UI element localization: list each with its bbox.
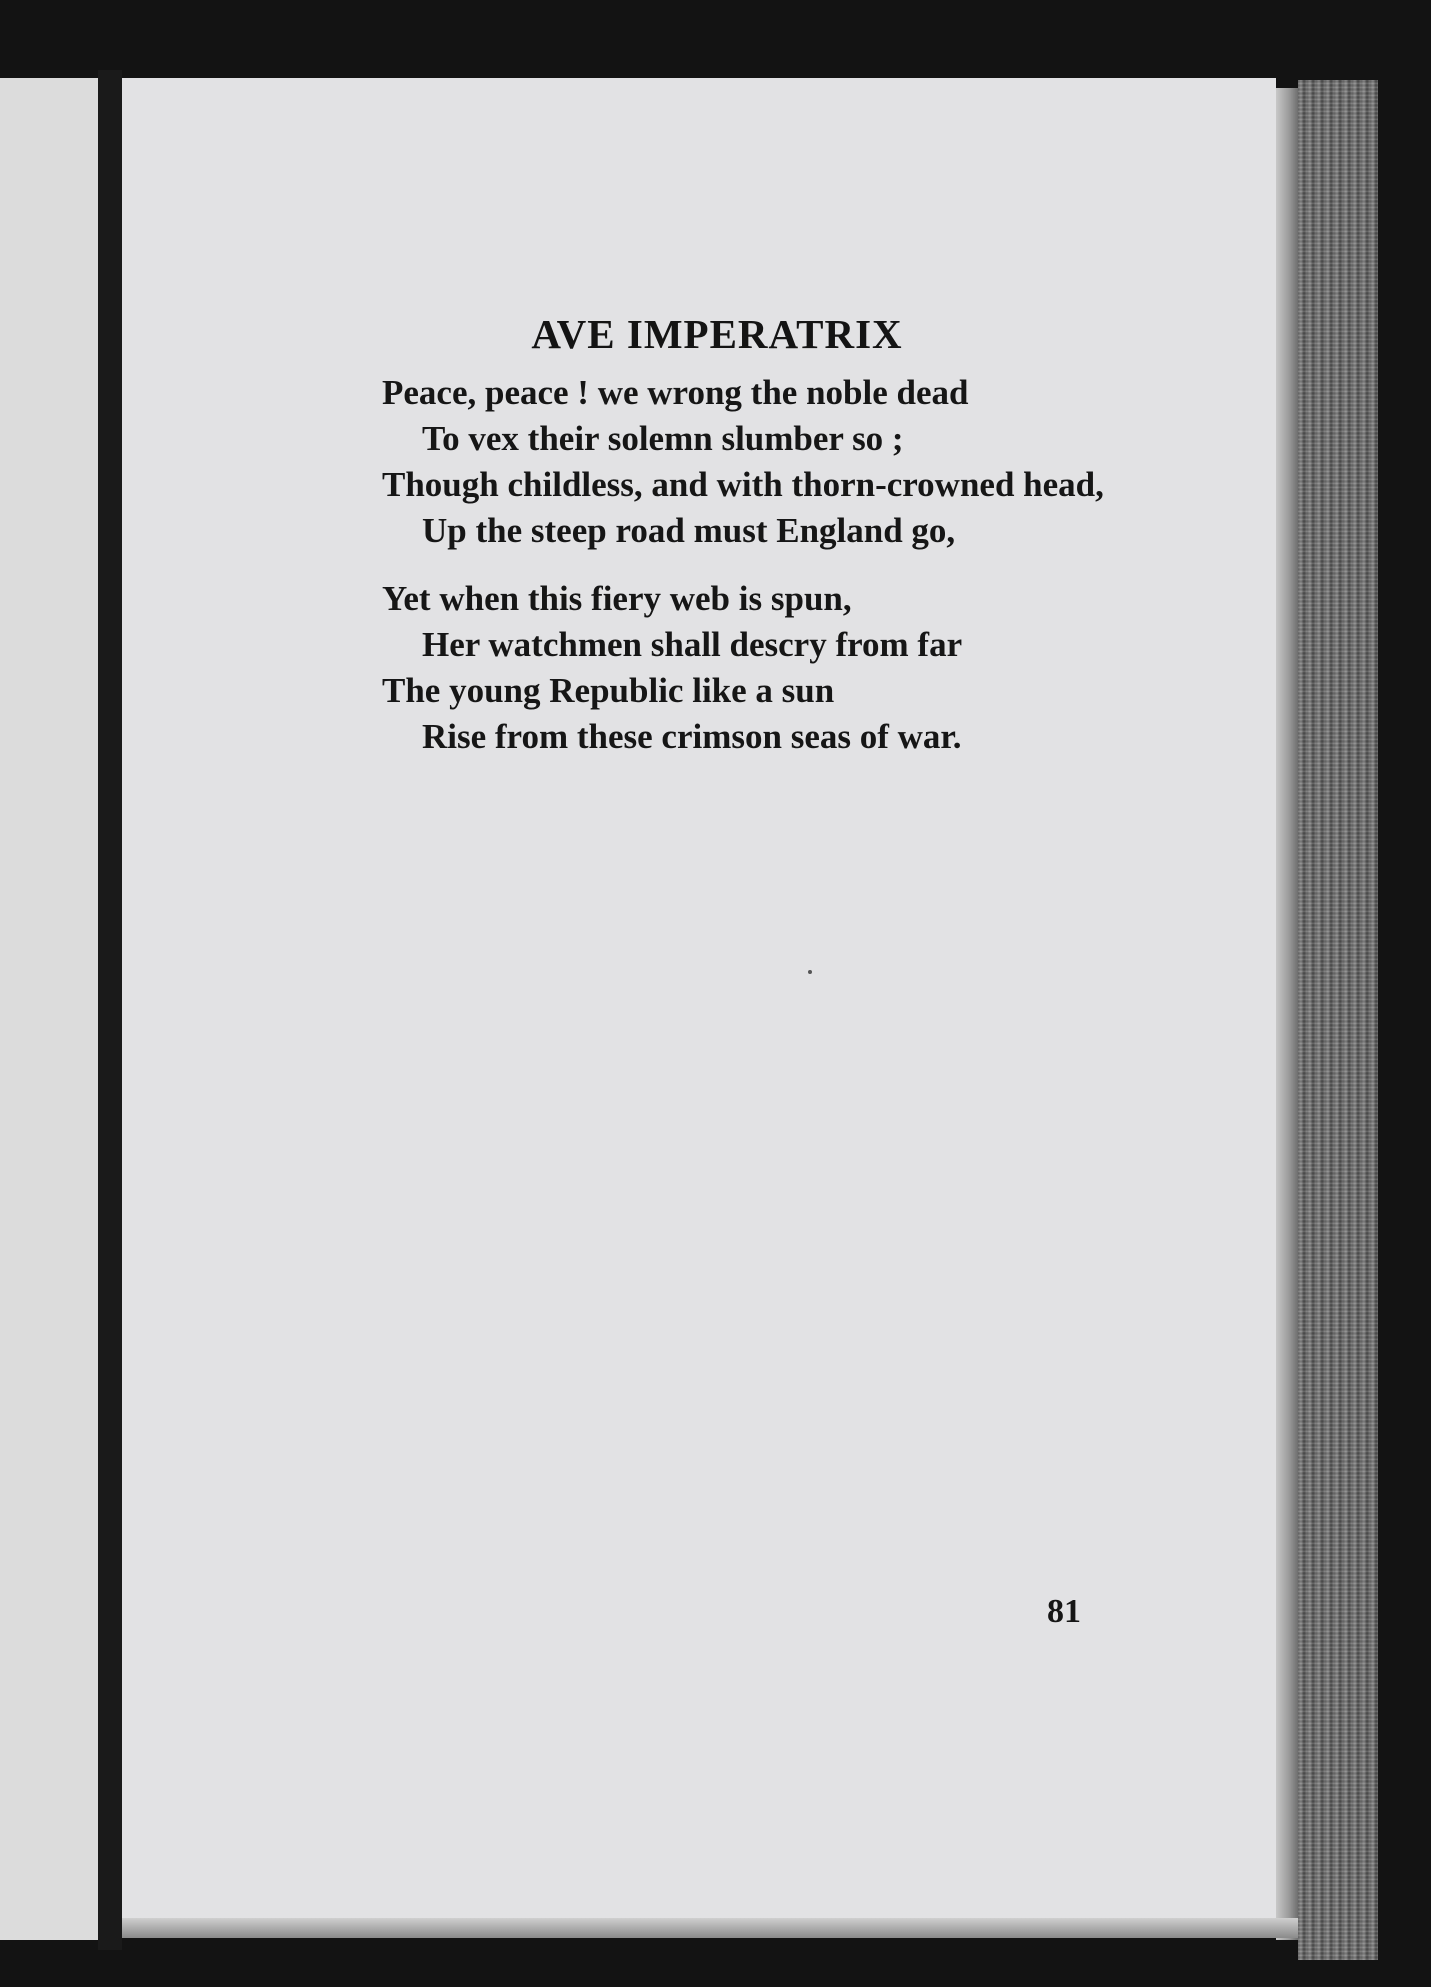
page-number: 81: [1047, 1593, 1081, 1630]
poem-line: Up the steep road must England go,: [422, 511, 956, 550]
book-gutter: [98, 70, 122, 1950]
poem-line: Peace, peace ! we wrong the noble dead: [382, 373, 969, 412]
poem-body: [382, 370, 1104, 782]
book-cover-edge: [1298, 80, 1378, 1960]
poem-line: To vex their solemn slumber so ;: [422, 419, 904, 458]
page-block-edge: [1276, 88, 1298, 1940]
poem-line: Rise from these crimson seas of war.: [422, 717, 962, 756]
poem-line: The young Republic like a sun: [382, 671, 835, 710]
dust-speck: [808, 970, 812, 974]
poem-title: AVE IMPERATRIX: [531, 311, 903, 357]
poem-line: Yet when this fiery web is spun,: [382, 579, 852, 618]
page-bottom-edge: [122, 1918, 1298, 1938]
poem-line: Her watchmen shall descry from far: [422, 625, 963, 664]
poem-line: Though childless, and with thorn-crowned head,: [382, 465, 1104, 504]
book-page: [122, 78, 1276, 1918]
stanza-2: [382, 576, 1104, 760]
stanza-1: [382, 370, 1104, 554]
facing-page-edge: [0, 78, 98, 1940]
